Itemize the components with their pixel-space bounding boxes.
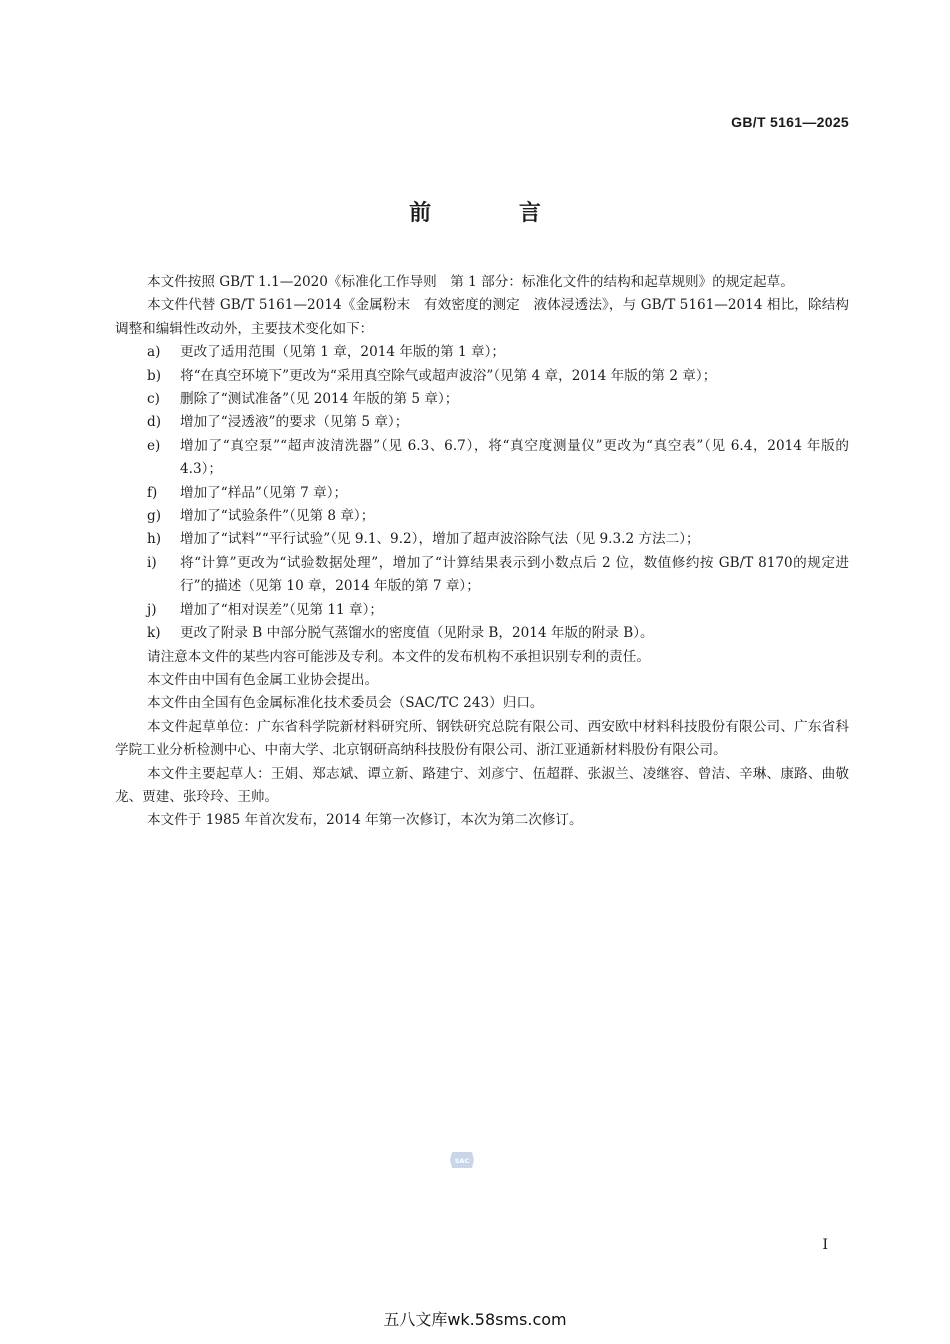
list-marker: a) — [147, 344, 161, 361]
list-item — [115, 365, 849, 388]
paragraph: 本文件主要起草人：王娟、郑志斌、谭立新、路建宁、刘彦宁、伍超群、张淑兰、凌继容、曾洁、辛琳、康路、曲敬龙、贾建、张玲玲、王帅。 — [115, 765, 849, 805]
paragraph: 本文件由中国有色金属工业协会提出。 — [147, 671, 379, 688]
list-item-text: 增加了“相对误差”（见第 11 章）； — [180, 601, 383, 618]
list-marker: i) — [147, 554, 157, 571]
paragraph: 本文件于 1985 年首次发布，2014 年第一次修订，本次为第二次修订。 — [147, 812, 583, 829]
foreword-body — [115, 271, 849, 833]
list-item — [115, 528, 849, 551]
list-item — [115, 552, 849, 599]
list-item — [115, 388, 849, 411]
watermark-text: 五八文库wk.58sms.com — [383, 1310, 567, 1329]
list-item — [115, 411, 849, 434]
list-item-text: 增加了“样品”（见第 7 章）； — [180, 484, 348, 501]
list-item-text: 删除了“测试准备”（见 2014 年版的第 5 章）； — [180, 391, 459, 408]
paragraph: 本文件按照 GB/T 1.1—2020《标准化工作导则 第 1 部分：标准化文件的结构和起草规则》的规定起草。 — [147, 274, 794, 290]
list-item — [115, 435, 849, 482]
list-item-text: 将“计算”更改为“试验数据处理”，增加了“计算结果表示到小数点后 2 位，数值修约按 GB/T 8170的规定进行”的描述（见第 10 章，2014 年版的第 7 章）； — [180, 554, 849, 595]
list-item-text: 增加了“真空泵”“超声波清洗器”（见 6.3、6.7），将“真空度测量仪”更改为“真空表”（见 6.4，2014 年版的 4.3）； — [180, 437, 849, 478]
list-marker: c) — [147, 391, 160, 408]
list-marker: h) — [147, 531, 162, 548]
list-item-text: 增加了“浸透液”的要求（见第 5 章）； — [180, 414, 409, 431]
list-item — [115, 622, 849, 645]
paragraph: 请注意本文件的某些内容可能涉及专利。本文件的发布机构不承担识别专利的责任。 — [147, 648, 650, 665]
list-item-text: 增加了“试料”“平行试验”（见 9.1、9.2），增加了超声波浴除气法（见 9.3.2 方法二）； — [180, 531, 700, 548]
logo-text: SAC — [454, 1157, 470, 1165]
paragraph: 本文件起草单位：广东省科学院新材料研究所、钢铁研究总院有限公司、西安欧中材料科技股份有限公司、广东省科学院工业分析检测中心、中南大学、北京钢研高纳科技股份有限公司、浙江亚通新材料股份有限公司。 — [115, 718, 849, 759]
list-marker: d) — [147, 414, 162, 431]
list-marker: b) — [147, 367, 162, 384]
list-marker: j) — [147, 601, 157, 618]
list-marker: g) — [147, 508, 162, 525]
list-item-text: 更改了适用范围（见第 1 章，2014 年版的第 1 章）； — [180, 344, 505, 361]
list-item — [115, 599, 849, 622]
page-number: I — [822, 1237, 828, 1253]
paragraph: 本文件由全国有色金属标准化技术委员会（SAC/TC 243）归口。 — [147, 695, 544, 712]
change-list — [115, 341, 849, 645]
sac-logo-icon — [449, 1150, 475, 1170]
list-item — [115, 341, 849, 364]
paragraph: 本文件代替 GB/T 5161—2014《金属粉末 有效密度的测定 液体浸透法》，与 GB/T 5161—2014 相比，除结构调整和编辑性改动外，主要技术变化如下： — [115, 297, 849, 337]
standard-code: GB/T 5161—2025 — [731, 114, 849, 130]
list-marker: f) — [147, 484, 158, 501]
list-item-text: 增加了“试验条件”（见第 8 章）； — [180, 508, 375, 525]
list-item — [115, 505, 849, 528]
list-item — [115, 482, 849, 505]
list-marker: e) — [147, 437, 161, 454]
page-title: 前 言 — [409, 201, 581, 226]
list-item-text: 更改了附录 B 中部分脱气蒸馏水的密度值（见附录 B，2014 年版的附录 B）。 — [180, 625, 654, 642]
list-marker: k) — [147, 625, 161, 642]
list-item-text: 将“在真空环境下”更改为“采用真空除气或超声波浴”（见第 4 章，2014 年版的第 2 章）； — [180, 367, 717, 384]
